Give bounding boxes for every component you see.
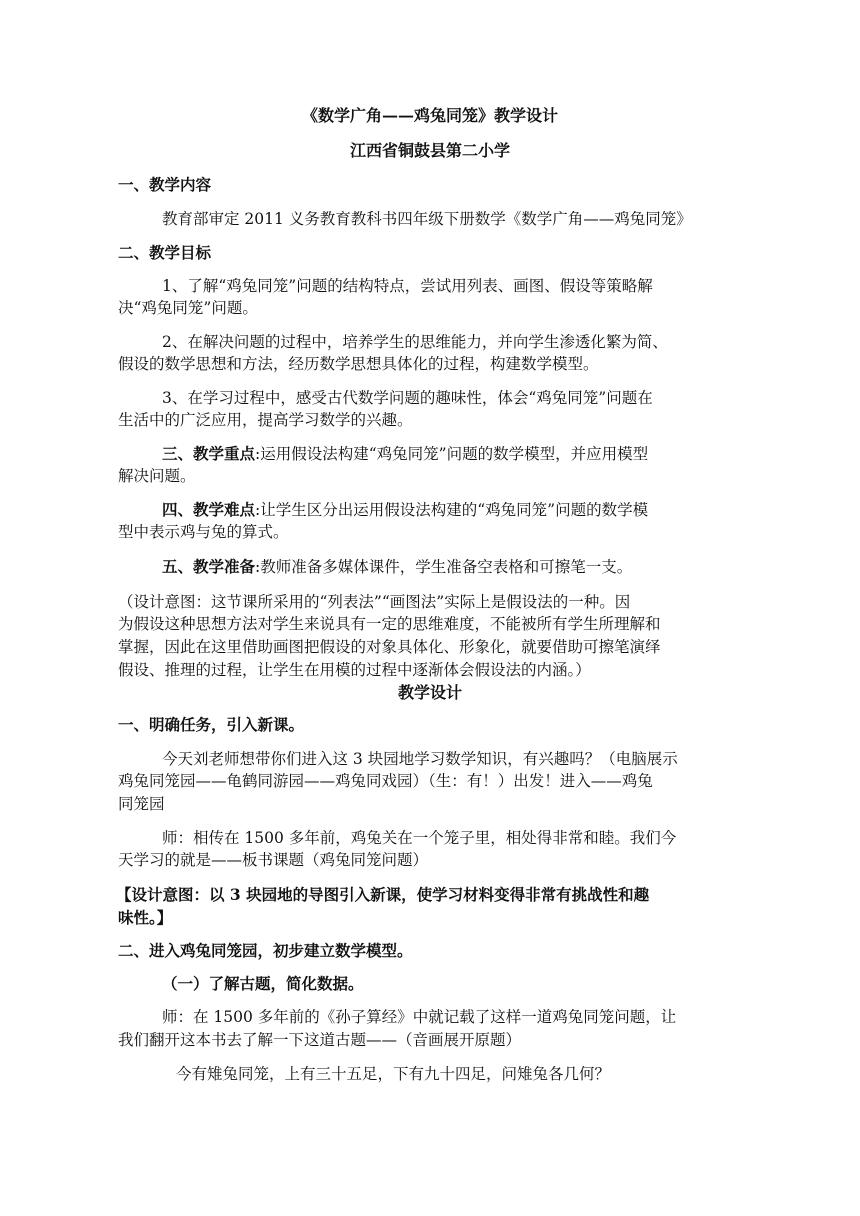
part2-heading: 二、进入鸡兔同笼园，初步建立数学模型。 (118, 941, 413, 960)
design-title: 教学设计 (397, 683, 462, 702)
design-intent-1-line-3: 掌握，因此在这里借助画图把假设的对象具体化、形象化，就要借助可擦笔演绎 (118, 638, 661, 656)
part2-para-line-1: 师：在 1500 多年前的《孙子算经》中就记载了这样一道鸡兔同笼问题，让 (162, 1008, 677, 1026)
preparation-label: 五、教学准备 (162, 557, 256, 576)
difficulty-text-cont: 型中表示鸡与兔的算式。 (118, 523, 289, 541)
keypoint-text-cont: 解决问题。 (118, 467, 196, 485)
difficulty-text: :让学生区分出运用假设法构建的“鸡兔同笼”问题的数学模 (255, 501, 649, 519)
section-keypoint (162, 444, 648, 464)
goal-2-line-2: 假设的数学思想和方法，经历数学思想具体化的过程，构建数学模型。 (118, 355, 599, 373)
keypoint-label: 三、教学重点 (162, 444, 256, 463)
goal-3-line-1: 3、在学习过程中，感受古代数学问题的趣味性，体会“鸡兔同笼”问题在 (162, 389, 653, 407)
part1-para2-line-2: 天学习的就是——板书课题（鸡兔同笼问题） (118, 851, 429, 869)
section-preparation (162, 557, 632, 577)
part1-para1-line-3: 同笼园 (118, 795, 165, 813)
ancient-problem: 今有雉兔同笼，上有三十五足，下有九十四足，问雉兔各几何？ (176, 1065, 611, 1083)
design-intent-1-line-1: （设计意图：这节课所采用的“列表法”“画图法”实际上是假设法的一种。因 (118, 593, 631, 611)
design-intent-1-line-2: 为假设这种思想方法对学生来说具有一定的思维难度，不能被所有学生所理解和 (118, 615, 661, 633)
part2-para-line-2: 我们翻开这本书去了解一下这道古题——（音画展开原题） (118, 1031, 522, 1049)
school-name: 江西省铜鼓县第二小学 (349, 141, 510, 160)
part1-intent-line-1: 【设计意图：以 3 块园地的导图引入新课，使学习材料变得非常有挑战性和趣 (116, 885, 650, 904)
section-content-text: 教育部审定 2011 义务教育教科书四年级下册数学《数学广角——鸡兔同笼》 (162, 210, 692, 228)
goal-3-line-2: 生活中的广泛应用，提高学习数学的兴趣。 (118, 411, 413, 429)
preparation-text: :教师准备多媒体课件，学生准备空表格和可擦笔一支。 (255, 558, 633, 576)
design-intent-1-line-4: 假设、推理的过程，让学生在用模的过程中逐渐体会假设法的内涵。） (118, 661, 591, 679)
part1-para2-line-1: 师：相传在 1500 多年前，鸡兔关在一个笼子里，相处得非常和睦。我们今 (162, 829, 677, 847)
section-goals-heading: 二、教学目标 (118, 243, 212, 262)
part1-para1-line-1: 今天刘老师想带你们进入这 3 块园地学习数学知识，有兴趣吗？（电脑展示 (162, 750, 678, 768)
document-title: 《数学广角——鸡兔同笼》教学设计 (301, 106, 558, 125)
part1-heading: 一、明确任务，引入新课。 (118, 715, 305, 734)
keypoint-text: :运用假设法构建“鸡兔同笼”问题的数学模型，并应用模型 (255, 445, 649, 463)
goal-2-line-1: 2、在解决问题的过程中，培养学生的思维能力，并向学生渗透化繁为简、 (162, 333, 668, 351)
difficulty-label: 四、教学难点 (162, 500, 256, 519)
goal-1-line-1: 1、了解“鸡兔同笼”问题的结构特点，尝试用列表、画图、假设等策略解 (162, 277, 653, 295)
section-difficulty (162, 500, 648, 520)
part1-intent-line-2: 味性。】 (118, 908, 173, 927)
part2-subheading: （一）了解古题，简化数据。 (162, 974, 364, 993)
section-content-heading: 一、教学内容 (118, 175, 212, 194)
goal-1-line-2: 决“鸡兔同笼”问题。 (118, 299, 258, 317)
part1-para1-line-2: 鸡兔同笼园——龟鹤同游园——鸡兔同戏园）（生：有！）出发！进入——鸡兔 (118, 772, 653, 790)
